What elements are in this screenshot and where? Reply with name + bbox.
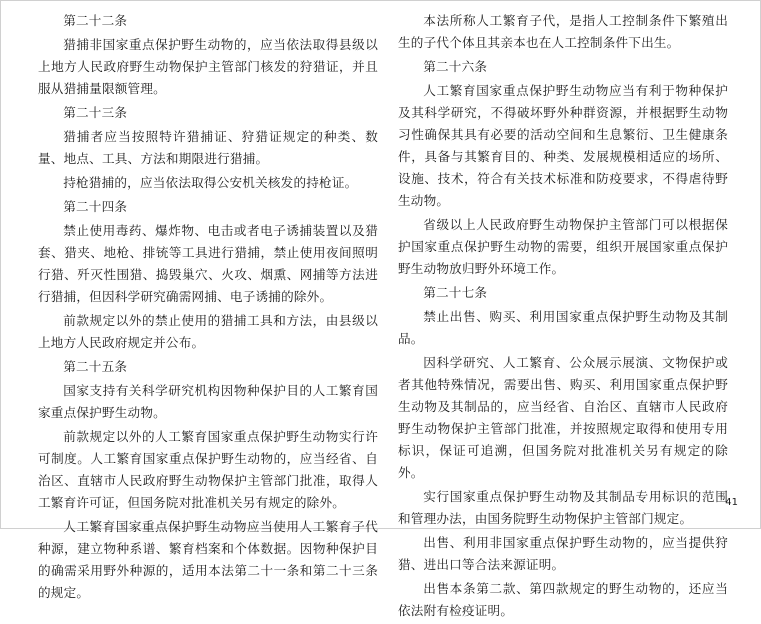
article-heading: 第二十五条 <box>63 359 128 374</box>
page-number: 41 <box>725 497 738 508</box>
paragraph: 猎捕非国家重点保护野生动物的，应当依法取得县级以上地方人民政府野生动物保护主管部门核发的狩猎证，并且服从猎捕量限额管理。 <box>38 37 378 96</box>
article-heading: 第二十四条 <box>63 199 128 214</box>
paragraph: 国家支持有关科学研究机构因物种保护目的人工繁育国家重点保护野生动物。 <box>38 383 378 420</box>
paragraph: 禁止出售、购买、利用国家重点保护野生动物及其制品。 <box>398 309 728 346</box>
paragraph: 持枪猎捕的，应当依法取得公安机关核发的持枪证。 <box>63 175 358 190</box>
paragraph: 前款规定以外的人工繁育国家重点保护野生动物实行许可制度。人工繁育国家重点保护野生动物的，应当经省、自治区、直辖市人民政府野生动物保护主管部门批准，取得人工繁育许可证，但国务院对批准机关另有规定的除外。 <box>38 429 378 510</box>
paragraph: 人工繁育国家重点保护野生动物应当使用人工繁育子代种源，建立物种系谱、繁育档案和个体数据。因物种保护目的确需采用野外种源的，适用本法第二十一条和第二十三条的规定。 <box>38 519 378 600</box>
left-column <box>38 10 378 606</box>
article-heading: 第二十六条 <box>423 59 488 74</box>
article-heading: 第二十七条 <box>423 285 488 300</box>
right-column <box>398 10 728 624</box>
paragraph: 人工繁育国家重点保护野生动物应当有利于物种保护及其科学研究，不得破坏野外种群资源，并根据野生动物习性确保其具有必要的活动空间和生息繁衍、卫生健康条件，具备与其繁育目的、种类、发展规模相适应的场所、设施、技术，符合有关技术标准和防疫要求，不得虐待野生动物。 <box>398 83 728 208</box>
paragraph: 因科学研究、人工繁育、公众展示展演、文物保护或者其他特殊情况，需要出售、购买、利用国家重点保护野生动物及其制品的，应当经省、自治区、直辖市人民政府野生动物保护主管部门批准，并按照规定取得和使用专用标识，保证可追溯，但国务院对批准机关另有规定的除外。 <box>398 355 728 480</box>
paragraph: 实行国家重点保护野生动物及其制品专用标识的范围和管理办法，由国务院野生动物保护主管部门规定。 <box>398 489 728 526</box>
paragraph: 前款规定以外的禁止使用的猎捕工具和方法，由县级以上地方人民政府规定并公布。 <box>38 313 378 350</box>
paragraph: 猎捕者应当按照特许猎捕证、狩猎证规定的种类、数量、地点、工具、方法和期限进行猎捕。 <box>38 129 378 166</box>
paragraph: 禁止使用毒药、爆炸物、电击或者电子诱捕装置以及猎套、猎夹、地枪、排铳等工具进行猎捕，禁止使用夜间照明行猎、歼灭性围猎、捣毁巢穴、火攻、烟熏、网捕等方法进行猎捕，但因科学研究确需网捕、电子诱捕的除外。 <box>38 223 378 304</box>
paragraph: 本法所称人工繁育子代，是指人工控制条件下繁殖出生的子代个体且其亲本也在人工控制条件下出生。 <box>398 13 728 50</box>
paragraph: 出售、利用非国家重点保护野生动物的，应当提供狩猎、进出口等合法来源证明。 <box>398 535 728 572</box>
article-heading: 第二十二条 <box>63 13 128 28</box>
article-heading: 第二十三条 <box>63 105 128 120</box>
paragraph: 出售本条第二款、第四款规定的野生动物的，还应当依法附有检疫证明。 <box>398 581 728 618</box>
paragraph: 省级以上人民政府野生动物保护主管部门可以根据保护国家重点保护野生动物的需要，组织开展国家重点保护野生动物放归野外环境工作。 <box>398 217 728 276</box>
